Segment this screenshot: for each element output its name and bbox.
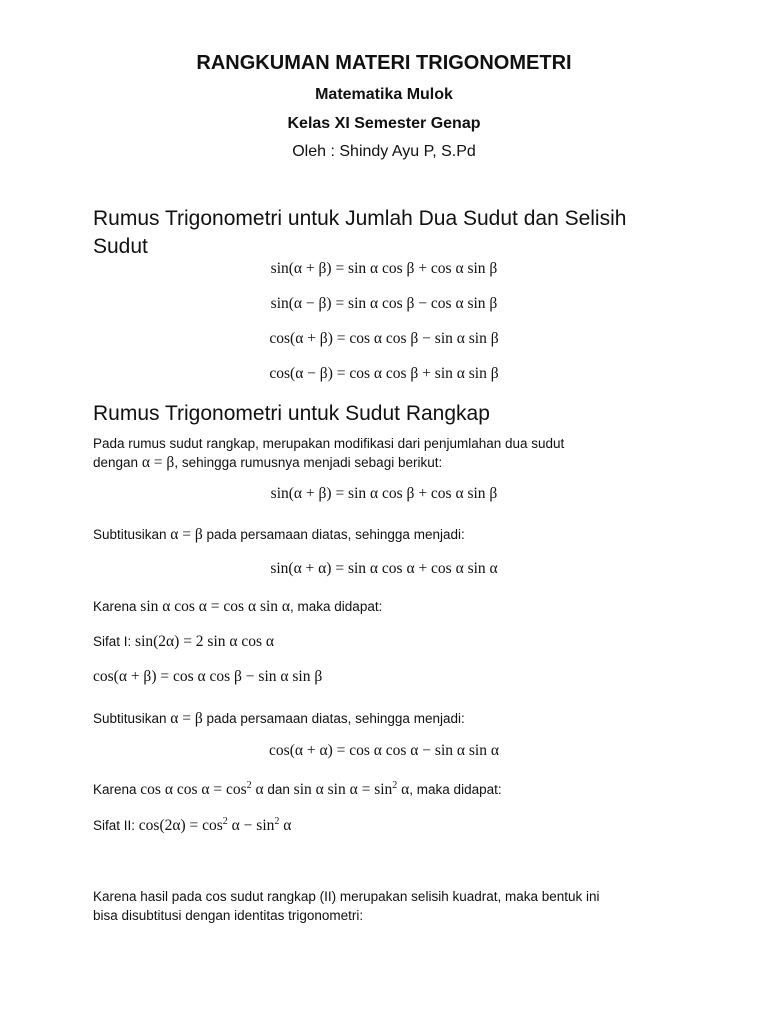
inline-formula: α = β (170, 526, 203, 543)
section1-heading: Rumus Trigonometri untuk Jumlah Dua Sudut dan Selisih Sudut (93, 207, 627, 258)
closing-paragraph (93, 887, 693, 925)
substitution-paragraph-1: Subtitusikan α = β pada persamaan diatas, sehingga menjadi: (93, 526, 465, 543)
substitution-paragraph-2: Subtitusikan α = β pada persamaan diatas, sehingga menjadi: (93, 710, 465, 727)
formula-sin-diff: sin(α − β) = sin α cos β − cos α sin β (270, 295, 498, 312)
document-class: Kelas XI Semester Genap (287, 115, 481, 132)
closing-line-1: Karena hasil pada cos sudut rangkap (II) merupakan selisih kuadrat, maka bentuk ini (93, 889, 600, 904)
intro-line-2: dengan α = β, sehingga rumusnya menjadi sebagi berikut: (93, 454, 443, 471)
equation-sin-sum-repeat: sin(α + β) = sin α cos β + cos α sin β (270, 485, 498, 502)
document-author: Oleh : Shindy Ayu P, S.Pd (292, 143, 476, 160)
karena-paragraph-1: Karena sin α cos α = cos α sin α, maka didapat: (93, 598, 383, 615)
formula-cos-sum: cos(α + β) = cos α cos β − sin α sin β (269, 330, 499, 347)
inline-formula: α = β (170, 710, 203, 727)
equation-cos-double-expanded: cos(α + α) = cos α cos α − sin α sin α (269, 742, 499, 759)
intro-paragraph (93, 434, 693, 472)
inline-formula: sin α cos α = cos α sin α (140, 598, 291, 615)
document-subject: Matematika Mulok (315, 86, 453, 103)
inline-formula-sin-square: sin α $\sin \alpha = \sin^2 \alpha$ (293, 780, 410, 798)
karena-paragraph-2: Karena cos α $\cos \alpha = \cos^2 \alpha$ dan sin α $\sin \alpha = \sin^2 \alpha$, maka didapat: (93, 780, 502, 798)
equation-sin-double-expanded: sin(α + α) = sin α cos α + cos α sin α (270, 560, 498, 577)
section2-heading: Rumus Trigonometri untuk Sudut Rangkap (93, 402, 490, 425)
formula-cos-diff: cos(α − β) = cos α cos β + sin α sin β (269, 365, 499, 382)
sifat-2-formula: $\cos(2\alpha) = \cos^2 \alpha - \sin^2 \alpha$ (138, 816, 292, 834)
inline-formula: α = β (141, 454, 175, 471)
sifat-2: Sifat II: $\cos(2\alpha) = \cos^2 \alpha - \sin^2 \alpha$ (93, 816, 292, 834)
equation-cos-sum-repeat: cos(α + β) = cos α cos β − sin α sin β (93, 668, 323, 685)
sifat-1-formula: sin(2α) = 2 sin α cos α (135, 633, 275, 650)
closing-line-2: bisa disubtitusi dengan identitas trigonometri: (93, 908, 364, 923)
sifat-1: Sifat I: sin(2α) = 2 sin α cos α (93, 633, 275, 650)
formula-sin-sum: sin(α + β) = sin α cos β + cos α sin β (270, 260, 498, 277)
intro-line-1: Pada rumus sudut rangkap, merupakan modifikasi dari penjumlahan dua sudut (93, 436, 565, 451)
inline-formula-cos-square: cos α $\cos \alpha = \cos^2 \alpha$ (140, 780, 264, 798)
document-title: RANGKUMAN MATERI TRIGONOMETRI (196, 52, 572, 74)
